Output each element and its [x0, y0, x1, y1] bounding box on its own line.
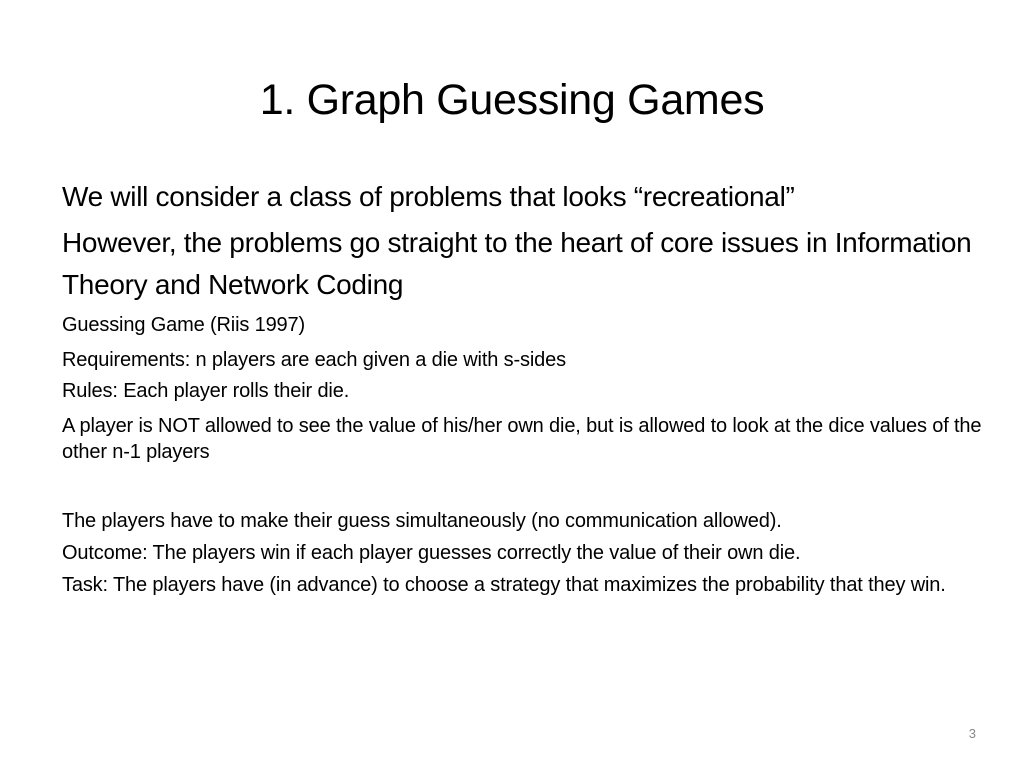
- paragraph-task: Task: The players have (in advance) to choose a strategy that maximizes the probability that they win.: [62, 574, 946, 596]
- slide-body: [62, 176, 992, 598]
- slide-title: 1. Graph Guessing Games: [259, 76, 765, 124]
- paragraph-rules: Rules: Each player rolls their die.: [62, 380, 350, 402]
- page-number: 3: [968, 726, 976, 741]
- paragraph-outcome: Outcome: The players win if each player guesses correctly the value of their own die.: [62, 542, 801, 564]
- paragraph-requirements: Requirements: n players are each given a die with s-sides: [62, 349, 566, 371]
- paragraph-core-issues: However, the problems go straight to the heart of core issues in Information Theory and Network Coding: [62, 227, 972, 300]
- paragraph-recreational: We will consider a class of problems that looks “recreational”: [62, 181, 795, 212]
- paragraph-guessing-game: Guessing Game (Riis 1997): [62, 314, 306, 336]
- paragraph-visibility-rule: A player is NOT allowed to see the value of his/her own die, but is allowed to look at the dice values of the other n-1 players: [62, 415, 982, 463]
- paragraph-simultaneous-guess: The players have to make their guess simultaneously (no communication allowed).: [62, 510, 782, 532]
